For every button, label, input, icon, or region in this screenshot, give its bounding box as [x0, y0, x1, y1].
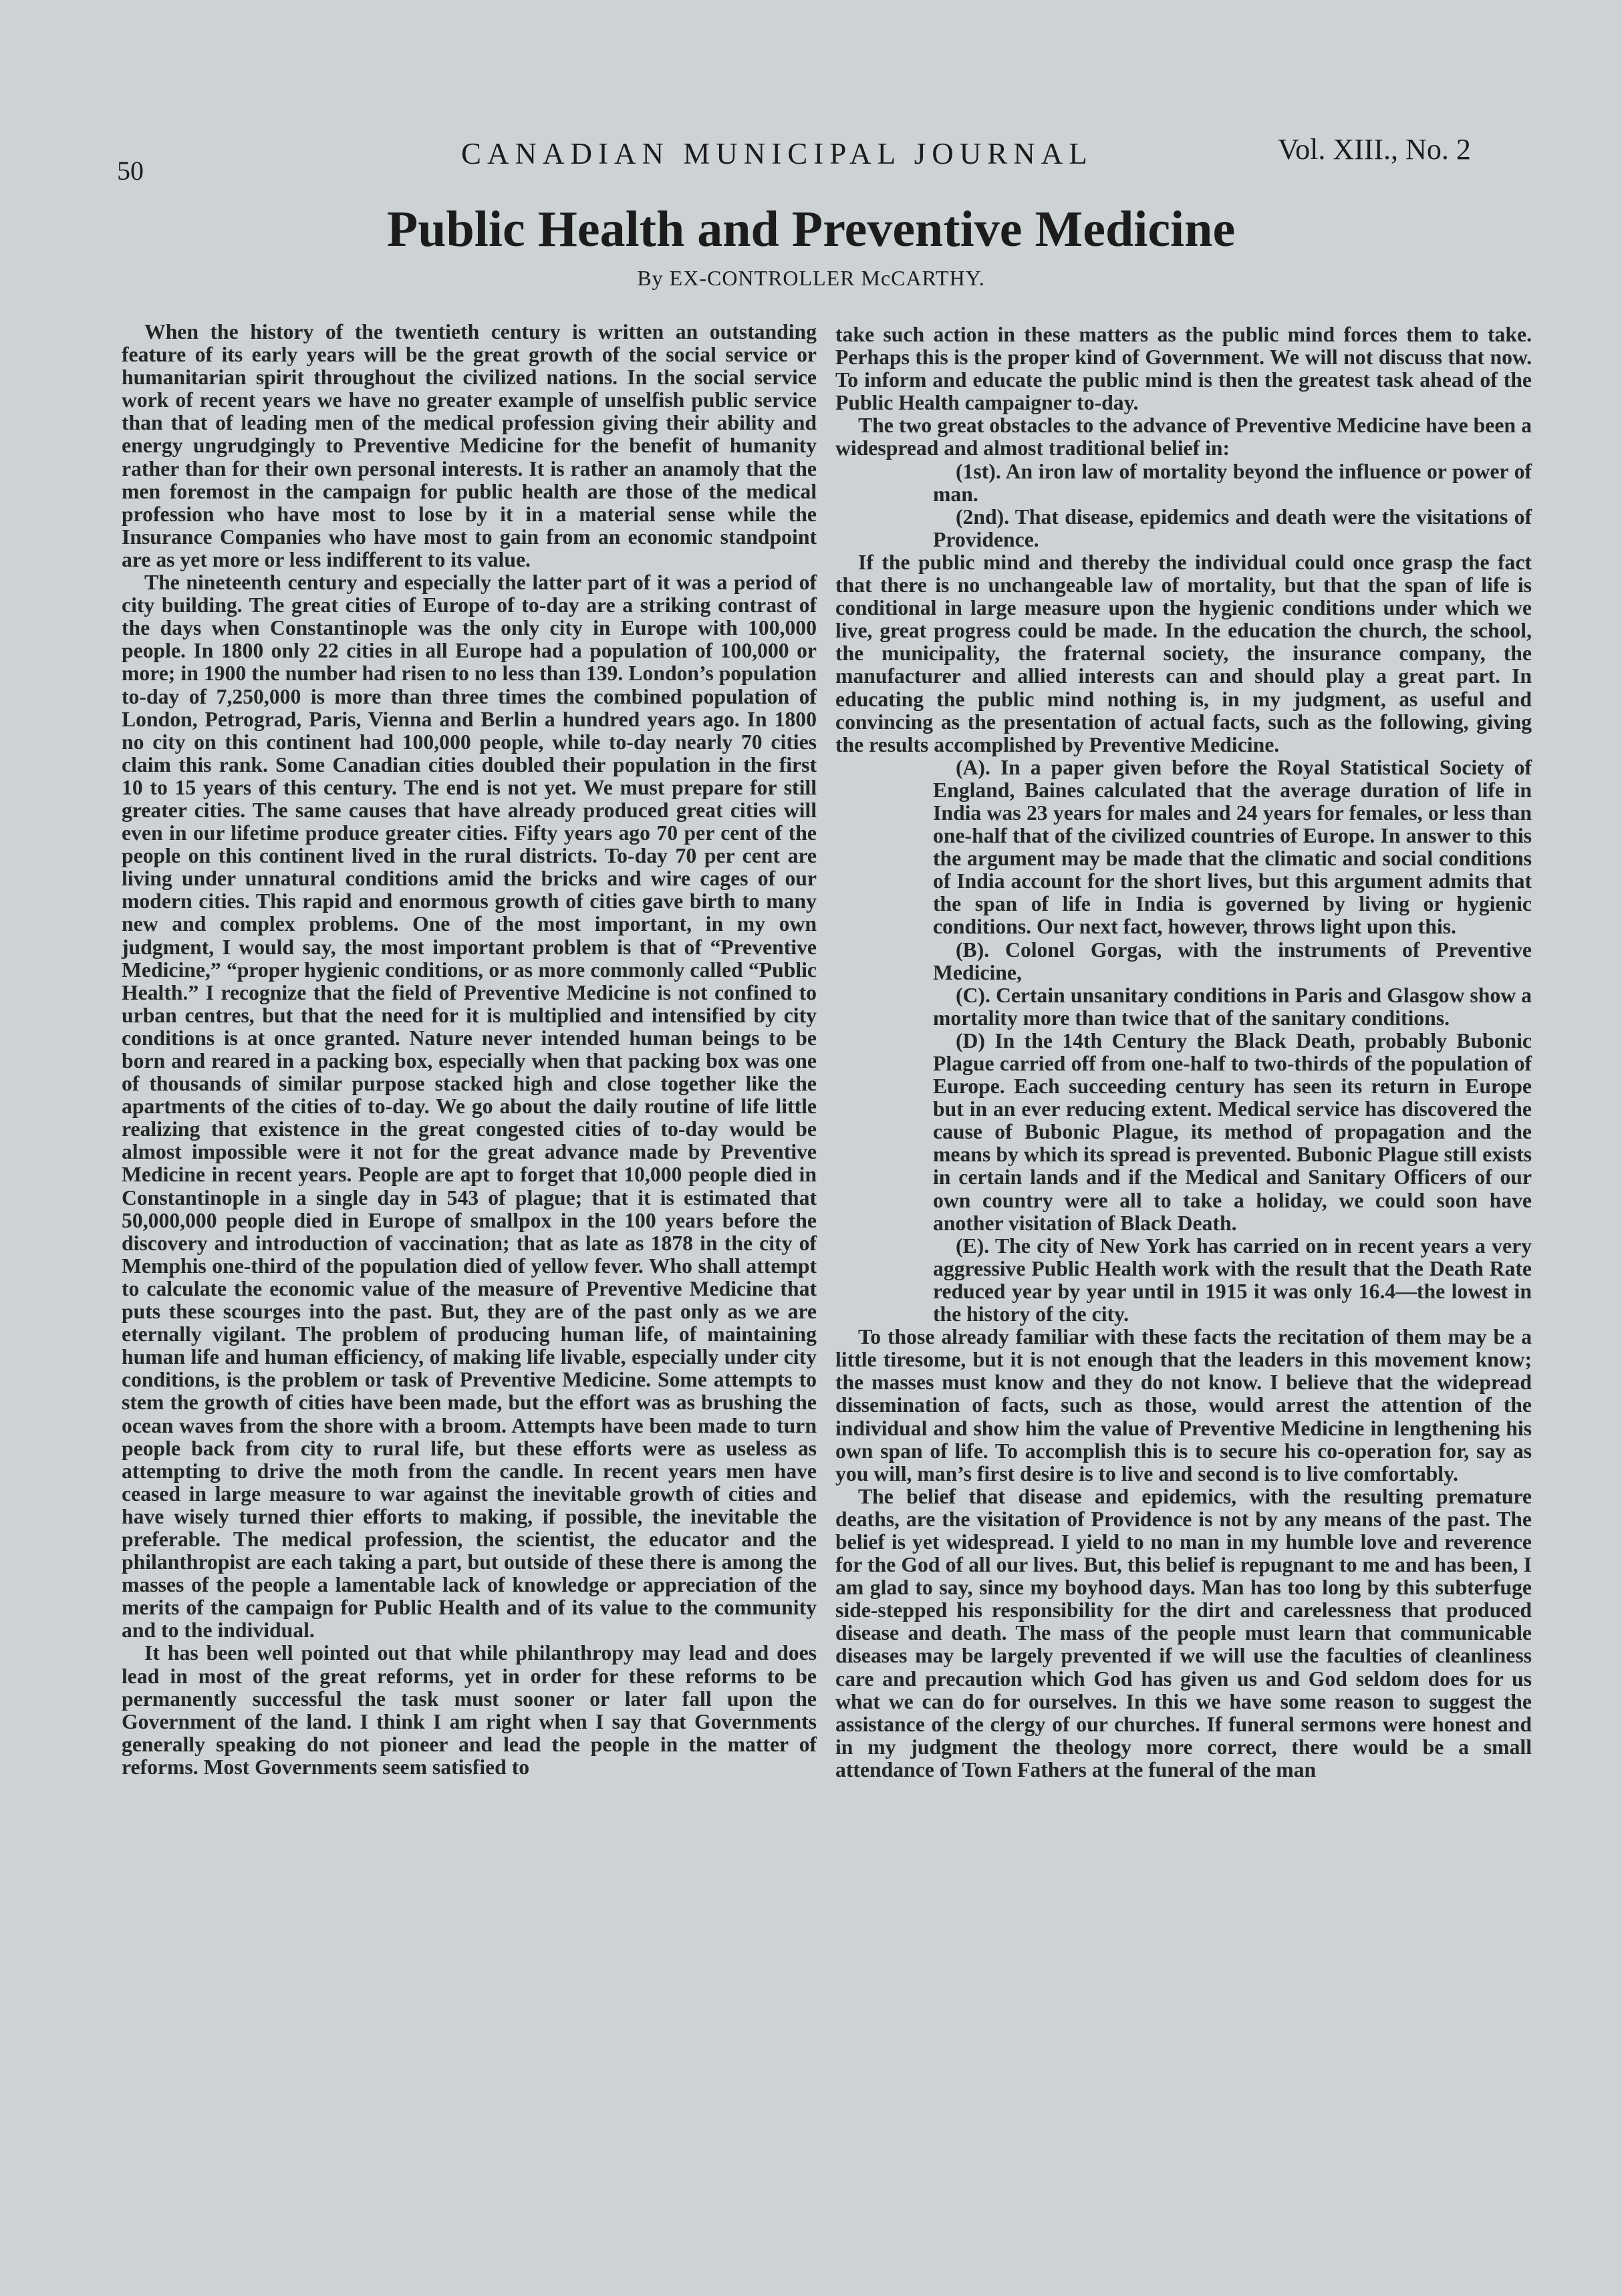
issue-number: Vol. XIII., No. 2 — [1278, 133, 1471, 166]
fact-item-e: (E). The city of New York has carried on in recent years a very aggressive Public Health work with the result that the Death Rate reduced year by year until in 1915 it was only 16.4—the lowest in the history of the city. — [933, 1234, 1532, 1326]
paragraph: The belief that disease and epidemics, with the resulting premature deaths, are the visitation of Providence is not by any means of the past. The belief is yet widespread. I yield to no man in my humble love and reverence for the God of all our lives. But, this belief is repugnant to me and has been, I am glad to say, since my boyhood days. Man has too long by this subterfuge side-stepped his responsibility for the dirt and carelessness that produced disease and death. The mass of the people must learn that communicable diseases may be largely prevented if we will use the faculties of cleanliness care and precaution which God has given us and God seldom does for us what we can do for ourselves. In this we have some reason to suggest the assistance of the clergy of our churches. If funeral sermons were honest and in my judgment the theology more correct, there would be a small attendance of Town Fathers at the funeral of the man — [835, 1484, 1532, 1781]
right-column — [835, 323, 1532, 1781]
article-byline: By EX-CONTROLLER McCARTHY. — [637, 266, 985, 290]
paragraph: When the history of the twentieth century is written an outstanding feature of its early years will be the great growth of the social service or humanitarian spirit throughout the civilized nations. In the social service work of recent years we have no greater example of unselfish public service than that of leading men of the medical profession giving their ability and energy ungrudgingly to Preventive Medicine for the benefit of humanity rather than for their own personal interests. It is rather an anamoly that the men foremost in the campaign for public health are those of the medical profession who have most to lose by it in a material sense while the Insurance Companies who have most to gain from an economic standpoint are as yet more or less indifferent to its value. — [122, 320, 817, 571]
fact-item-d: (D) In the 14th Century the Black Death, probably Bubonic Plague carried off from one-half to two-thirds of the population of Europe. Each succeeding century has seen its return in Europe but in an ever reducing extent. Medical service has discovered the cause of Bubonic Plague, its method of propagation and the means by which its spread is prevented. Bubonic Plague still exists in certain lands and if the Medical and Sanitary Officers of our own country were all to take a holiday, we could soon have another visitation of Black Death. — [933, 1028, 1532, 1235]
article-title: Public Health and Preventive Medicine — [386, 201, 1236, 257]
page-number: 50 — [117, 156, 144, 186]
obstacle-item: (2nd). That disease, epidemics and death were the visitations of Providence. — [933, 505, 1532, 551]
left-column — [122, 321, 817, 1779]
journal-name: CANADIAN MUNICIPAL JOURNAL — [461, 137, 1093, 170]
paragraph: It has been well pointed out that while philanthropy may lead and does lead in most of the great reforms, yet in order for these reforms to be permanently successful the task must sooner or later fall upon the Government of the land. I think I am right when I say that Governments generally speaking do not pioneer and lead the people in the matter of reforms. Most Governments seem satisfied to — [122, 1641, 817, 1779]
paragraph: If the public mind and thereby the individual could once grasp the fact that there is no unchangeable law of mortality, but that the span of life is conditional in large measure upon the hygienic conditions under which we live, great progress could be made. In the education the church, the school, the municipality, the fraternal society, the insurance company, the manufacturer and allied interests can and should play a great part. In educating the public mind nothing is, in my judgment, as useful and convincing as the presentation of actual facts, such as the following, giving the results accomplished by Preventive Medicine. — [835, 550, 1532, 756]
paragraph: take such action in these matters as the public mind forces them to take. Perhaps this is the proper kind of Government. We will not discuss that now. To inform and educate the public mind is then the greatest task ahead of the Public Health campaigner to-day. — [835, 323, 1532, 415]
fact-item-c: (C). Certain unsanitary conditions in Paris and Glasgow show a mortality more than twice that of the sanitary conditions. — [933, 983, 1532, 1030]
page-header — [0, 127, 1622, 186]
fact-item-a: (A). In a paper given before the Royal Statistical Society of England, Baines calculated that the average duration of life in India was 23 years for males and 24 years for females, or less than one-half that of the civilized countries of Europe. In answer to this the argument may be made that the climatic and social conditions of India account for the short lives, but this argument admits that the span of life in India is governed by living or hygienic conditions. Our next fact, however, throws light upon this. — [933, 755, 1532, 939]
paragraph: To those already familiar with these facts the recitation of them may be a little tiresome, but it is not enough that the leaders in this movement know; the masses must know and they do not know. I believe that the widepread dissemination of facts, such as those, would arrest the attention of the individual and show him the value of Preventive Medicine in lengthening his own span of life. To accomplish this is to secure his co-operation for, say as you will, man’s first desire is to live and second is to live comfortably. — [835, 1325, 1532, 1485]
paragraph: The nineteenth century and especially the latter part of it was a period of city building. The great cities of Europe of to-day are a striking contrast of the days when Constantinople was the only city in Europe with 100,000 people. In 1800 only 22 cities in all Europe had a population of 100,000 or more; in 1900 the number had risen to no less than 139. London’s population to-day of 7,250,000 is more than three times the combined population of London, Petrograd, Paris, Vienna and Berlin a hundred years ago. In 1800 no city on this continent had 100,000 people, while to-day nearly 70 cities claim this rank. Some Canadian cities doubled their population in the first 10 to 15 years of this century. The end is not yet. We must prepare for still greater cities. The same causes that have already produced great cities will even in our lifetime produce greater cities. Fifty years ago 70 per cent of the people on this continent lived in the rural districts. To-day 70 per cent are living under unnatural conditions amid the bricks and wire cages of our modern cities. This rapid and enormous growth of cities gave birth to many new and complex problems. One of the most important, in my own judgment, I would say, the most important problem is that of “Preventive Medicine,” “proper hygienic conditions, or as more commonly called “Public Health.” I recognize that the field of Preventive Medicine is not confined to urban centres, but that the need for it is multiplied and intensified by city conditions is at once granted. Nature never intended human beings to be born and reared in a packing box, especially when that packing box was one of thousands of similar purpose stacked high and close together like the apartments of the cities of to-day. We go about the daily routine of life little realizing that existence in the great congested cities of to-day would be almost impossible were it not for the great advance made by Preventive Medicine in recent years. People are apt to forget that 10,000 people died in Constantinople in a single day in 543 of plague; that it is estimated that 50,000,000 people died in Europe of smallpox in the 100 years before the discovery and introduction of vaccination; that as late as 1878 in the city of Memphis one-third of the population died of yellow fever. Who shall attempt to calculate the economic value of the measure of Preventive Medicine that puts these scourges into the past. But, they are of the past only as we are eternally vigilant. The problem of producing human life, of maintaining human life and human efficiency, of making life livable, especially under city conditions, is the problem or task of Preventive Medicine. Some attempts to stem the growth of cities have been made, but the effort was as brushing the ocean waves from the shore with a broom. Attempts have been made to turn people back from city to rural life, but these efforts were as useless as attempting to drive the moth from the candle. In recent years men have ceased in large measure to war against the inevitable growth of cities and have wisely turned thier efforts to making, if possible, the inevitable the preferable. The medical profession, the scientist, the educator and the philanthropist are each taking a part, but outside of these there is among the masses of the people a lamentable lack of knowledge or appreciation of the merits of the campaign for Public Health and of its value to the community and to the individual. — [122, 571, 817, 1642]
fact-item-b: (B). Colonel Gorgas, with the instruments of Preventive Medicine, — [933, 938, 1532, 984]
paragraph: The two great obstacles to the advance of Preventive Medicine have been a widespread and almost traditional belief in: — [835, 414, 1532, 460]
obstacle-item: (1st). An iron law of mortality beyond the influence or power of man. — [933, 459, 1532, 506]
